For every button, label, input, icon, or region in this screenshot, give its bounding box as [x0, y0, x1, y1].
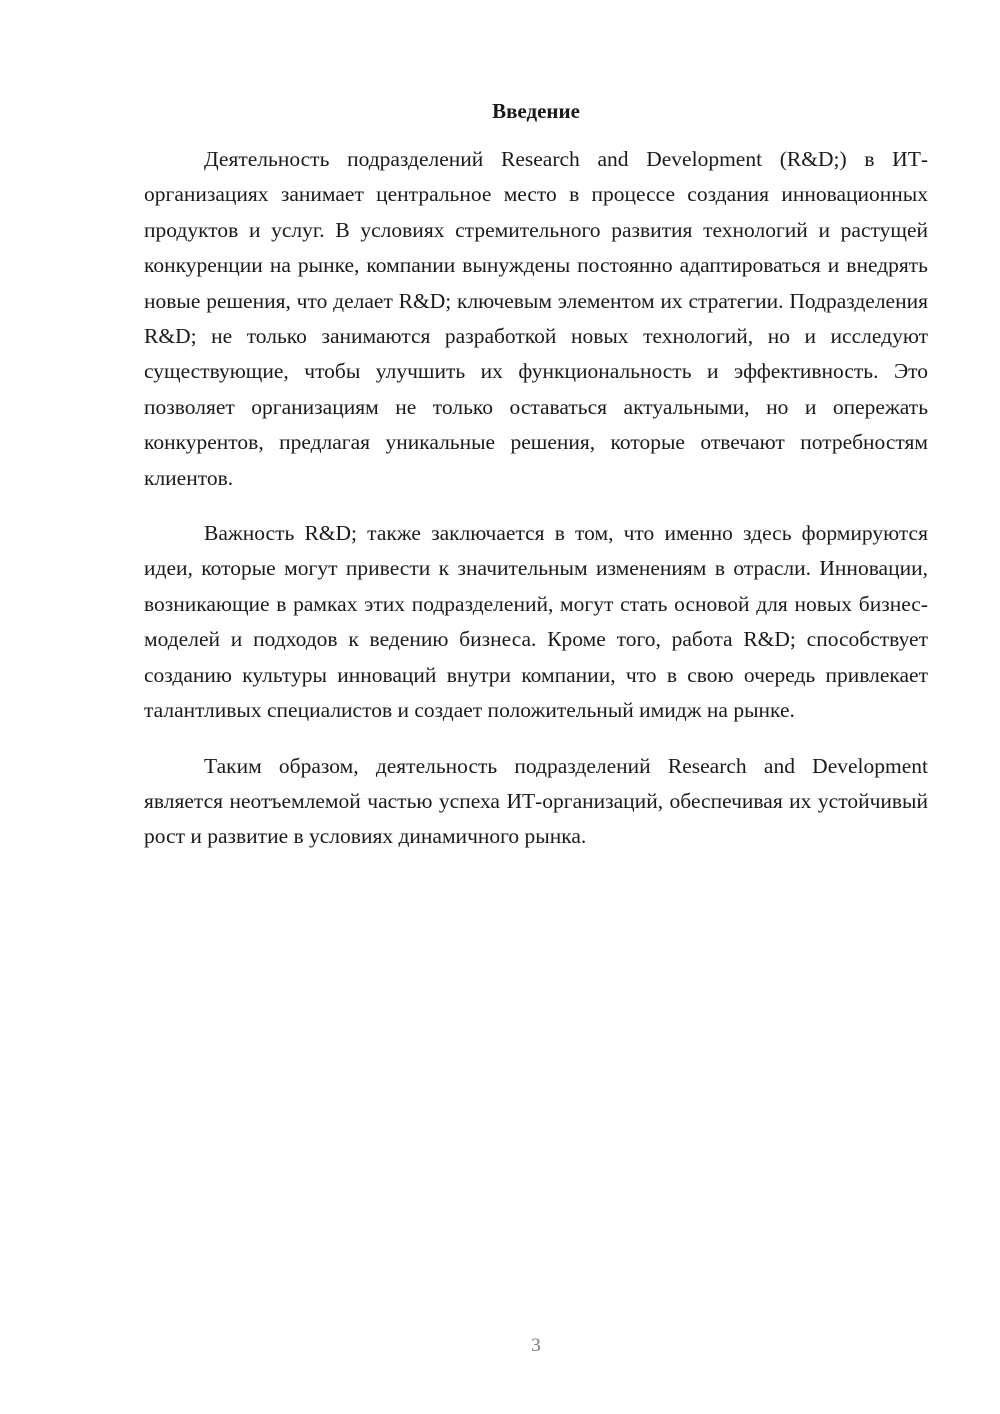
section-heading: Введение — [492, 99, 580, 123]
paragraph-3: Таким образом, деятельность подразделений Research and Development является неотъемлемой частью успеха ИТ-организаций, обеспечивая их устойчивый рост и развитие в условиях динамичного рынка. — [144, 753, 928, 849]
page-number: 3 — [531, 1335, 541, 1356]
paragraph-1: Деятельность подразделений Research and Development (R&D;) в ИТ-организациях занимает центральное место в процессе создания инновационных продуктов и услуг. В условиях стремительного развития технологий и растущей конкуренции на рынке, компании вынуждены постоянно адаптироваться и внедрять новые решения, что делает R&D; ключевым элементом их стратегии. Подразделения R&D; не только занимаются разработкой новых технологий, но и исследуют существующие, чтобы улучшить их функциональность и эффективность. Это позволяет организациям не только оставаться актуальными, но и опережать конкурентов, предлагая уникальные решения, которые отвечают потребностям клиентов. — [144, 147, 928, 490]
body-text — [144, 142, 928, 855]
paragraph-2: Важность R&D; также заключается в том, что именно здесь формируются идеи, которые могут привести к значительным изменениям в отрасли. Инновации, возникающие в рамках этих подразделений, могут стать основой для новых бизнес-моделей и подходов к ведению бизнеса. Кроме того, работа R&D; способствует созданию культуры инноваций внутри компании, что в свою очередь привлекает талантливых специалистов и создает положительный имидж на рынке. — [144, 521, 928, 723]
